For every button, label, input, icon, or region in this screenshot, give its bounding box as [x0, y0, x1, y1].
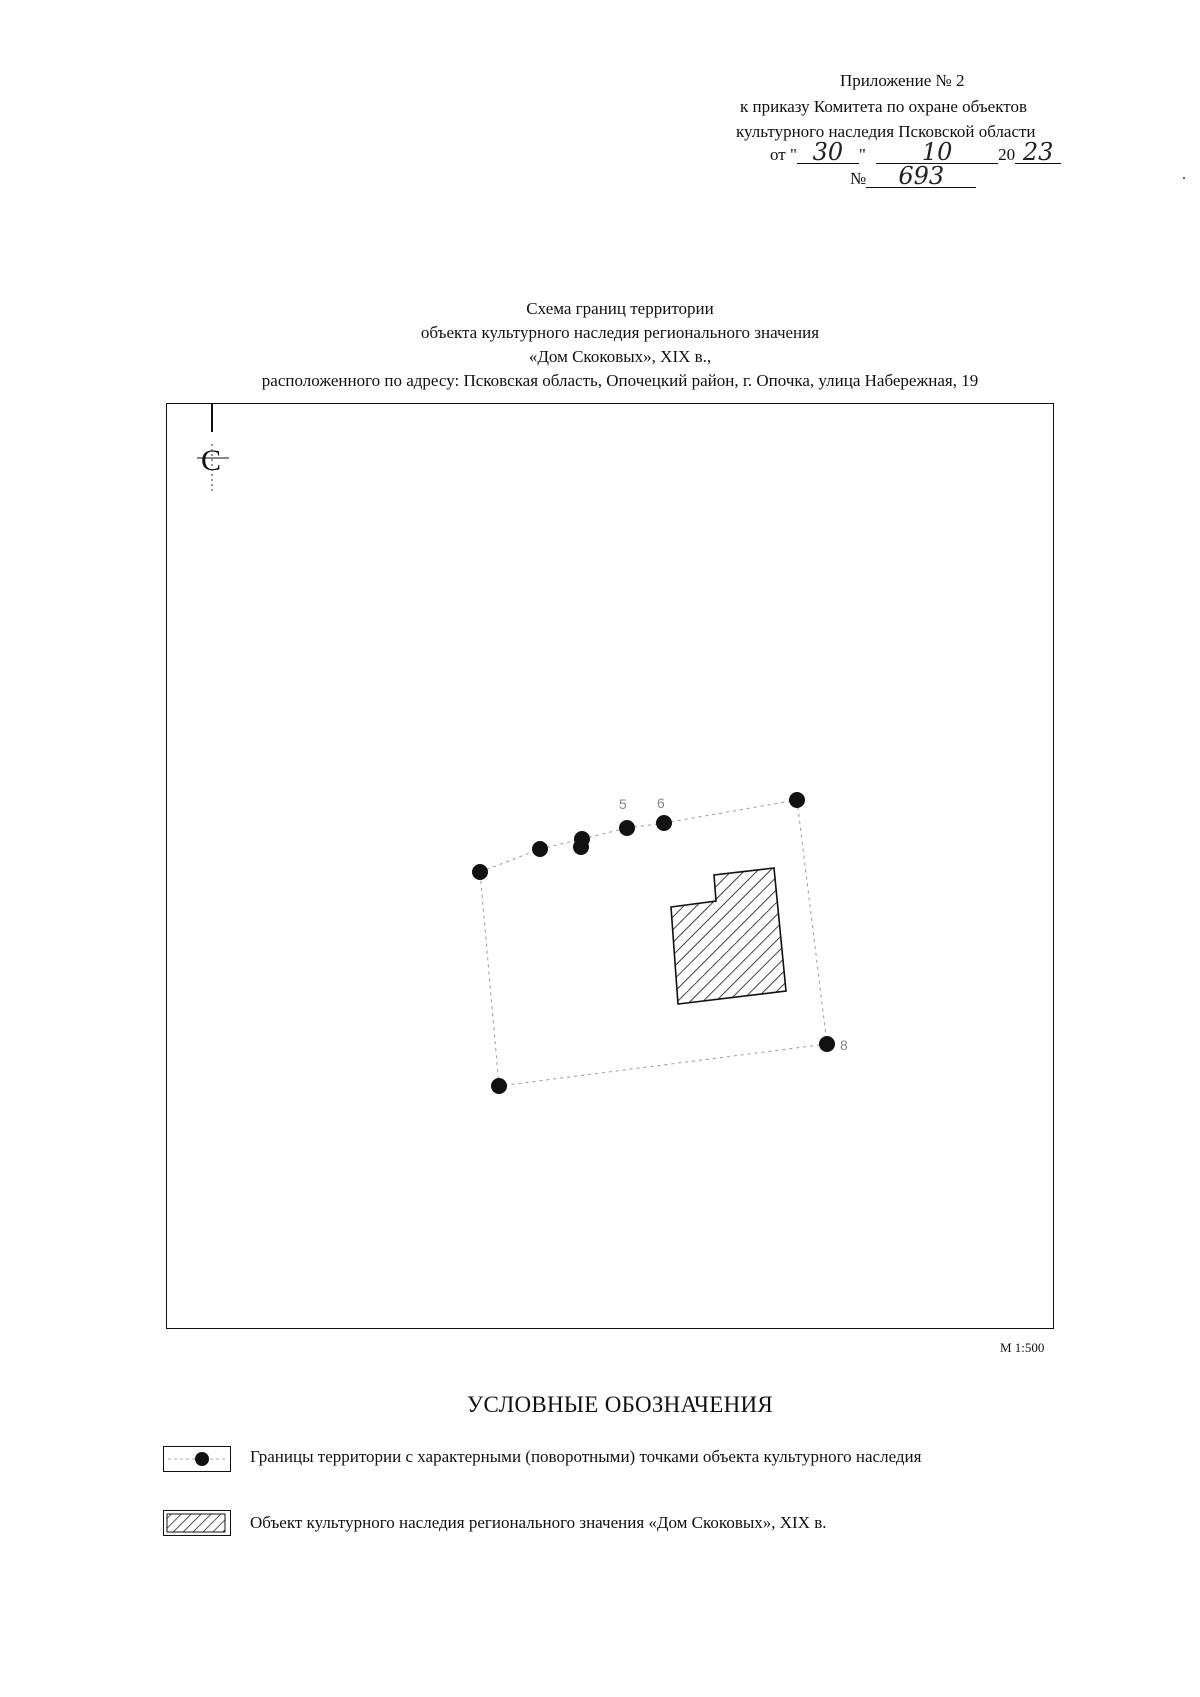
map-canvas — [167, 404, 1053, 1328]
stray-mark — [1183, 177, 1185, 179]
legend-boundary-text: Границы территории с характерными (поворотными) точками объекта культурного наследия — [250, 1447, 922, 1466]
legend-object-symbol — [163, 1510, 231, 1536]
date-year-prefix: 20 — [998, 145, 1016, 164]
point-label-8: 8 — [840, 1037, 848, 1053]
point-label-6: 6 — [657, 795, 665, 811]
heritage-building — [671, 868, 786, 1004]
scheme-title: Схема границ территории — [526, 299, 714, 318]
appendix-title: Приложение № 2 — [840, 71, 965, 90]
turning-point-5 — [619, 820, 635, 836]
object-name: «Дом Скоковых», XIX в., — [528, 347, 712, 366]
turning-point-6 — [656, 815, 672, 831]
order-number: 693 — [866, 166, 976, 188]
date-prefix: от " — [770, 145, 797, 164]
appendix-order-line: к приказу Комитета по охране объектов — [740, 97, 1027, 116]
hatched-object-icon — [164, 1511, 230, 1535]
boundary-point-icon — [164, 1447, 230, 1471]
turning-point-2 — [532, 841, 548, 857]
date-quote: " — [858, 145, 866, 164]
north-arrow-label: С — [201, 444, 222, 477]
map-scale: М 1:500 — [1000, 1340, 1045, 1355]
point-label-5: 5 — [619, 796, 627, 812]
object-address: расположенного по адресу: Псковская область, Опочецкий район, г. Опочка, улица Набережная, 19 — [261, 371, 979, 390]
turning-point-7 — [789, 792, 805, 808]
legend-boundary-symbol — [163, 1446, 231, 1472]
turning-point-9 — [491, 1078, 507, 1094]
appendix-committee-line: культурного наследия Псковской области — [736, 122, 1036, 141]
legend-title: УСЛОВНЫЕ ОБОЗНАЧЕНИЯ — [466, 1392, 774, 1417]
north-arrow-icon — [197, 404, 229, 494]
date-month: 10 — [876, 142, 998, 164]
scheme-subtitle: объекта культурного наследия регионального значения — [420, 323, 820, 342]
legend-object-text: Объект культурного наследия регионального значения «Дом Скоковых», XIX в. — [250, 1513, 827, 1532]
appendix-number-row — [850, 162, 976, 190]
turning-point-1 — [472, 864, 488, 880]
map-frame — [166, 403, 1054, 1329]
turning-point-8 — [819, 1036, 835, 1052]
date-year: 23 — [1015, 142, 1061, 164]
date-day: 30 — [797, 142, 859, 164]
turning-point-4 — [573, 839, 589, 855]
number-prefix: № — [850, 169, 867, 188]
